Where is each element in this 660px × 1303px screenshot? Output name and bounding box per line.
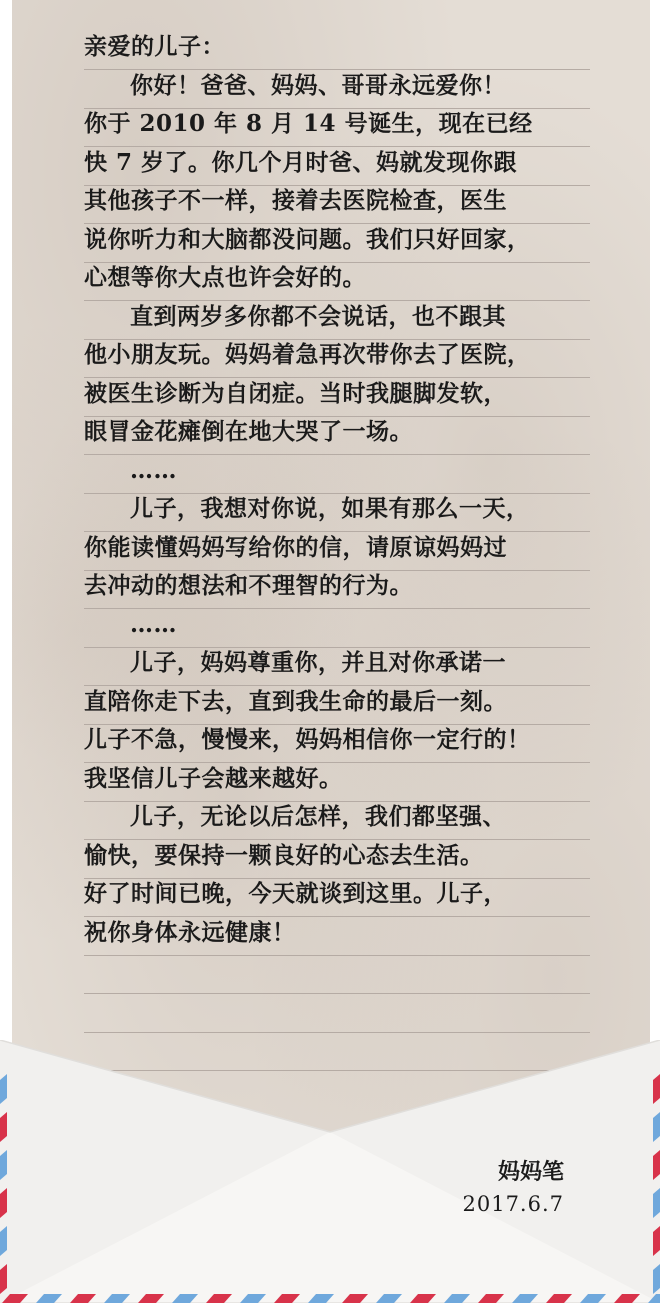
letter-line: 快 7 岁了。你几个月时爸、妈就发现你跟 — [84, 148, 518, 176]
salutation: 亲爱的儿子： — [84, 33, 225, 60]
letter-line: 心想等你大点也许会好的。 — [84, 264, 366, 291]
letter-line: 你好！爸爸、妈妈、哥哥永远爱你！ — [130, 71, 506, 99]
letter-line: 眼冒金花瘫倒在地大哭了一场。 — [84, 418, 413, 445]
letter-line: 我坚信儿子会越来越好。 — [84, 764, 343, 792]
letter-line: 愉快，要保持一颗良好的心态去生活。 — [84, 841, 484, 869]
ruled-line — [84, 955, 590, 956]
letter-line: 直到两岁多你都不会说话，也不跟其 — [130, 302, 506, 330]
letter-line: 儿子，无论以后怎样，我们都坚强、 — [130, 803, 506, 830]
letter-lines — [84, 67, 584, 953]
letter-line: 去冲动的想法和不理智的行为。 — [84, 572, 413, 599]
letter-line: 好了时间已晚，今天就谈到这里。儿子， — [84, 880, 507, 907]
letter-line: …… — [130, 610, 177, 638]
letter-line: 你能读懂妈妈写给你的信，请原谅妈妈过 — [84, 533, 507, 561]
letter-line: 直陪你走下去，直到我生命的最后一刻。 — [84, 687, 507, 715]
signature-name: 妈妈笔 — [497, 1159, 564, 1185]
letter-line: 说你听力和大脑都没问题。我们只好回家， — [84, 225, 531, 253]
letter-line: 儿子不急，慢慢来，妈妈相信你一定行的！ — [84, 726, 531, 753]
letter-line: 儿子，妈妈尊重你，并且对你承诺一 — [130, 649, 506, 676]
letter-line: …… — [130, 456, 177, 484]
letter-line: 儿子，我想对你说，如果有那么一天， — [130, 495, 530, 522]
letter-body — [84, 28, 584, 952]
ruled-line — [84, 1032, 590, 1033]
letter-line: 他小朋友玩。妈妈着急再次带你去了医院， — [84, 341, 531, 368]
signature-date: 2017.6.7 — [462, 1192, 564, 1216]
letter-line: 其他孩子不一样，接着去医院检查，医生 — [84, 187, 507, 214]
letter-line: 被医生诊断为自闭症。当时我腿脚发软， — [84, 379, 507, 407]
ruled-line — [84, 993, 590, 994]
signoff — [462, 1156, 564, 1220]
letter-line: 你于 2010 年 8 月 14 号诞生，现在已经 — [84, 110, 533, 137]
letter-line: 祝你身体永远健康！ — [84, 918, 296, 946]
